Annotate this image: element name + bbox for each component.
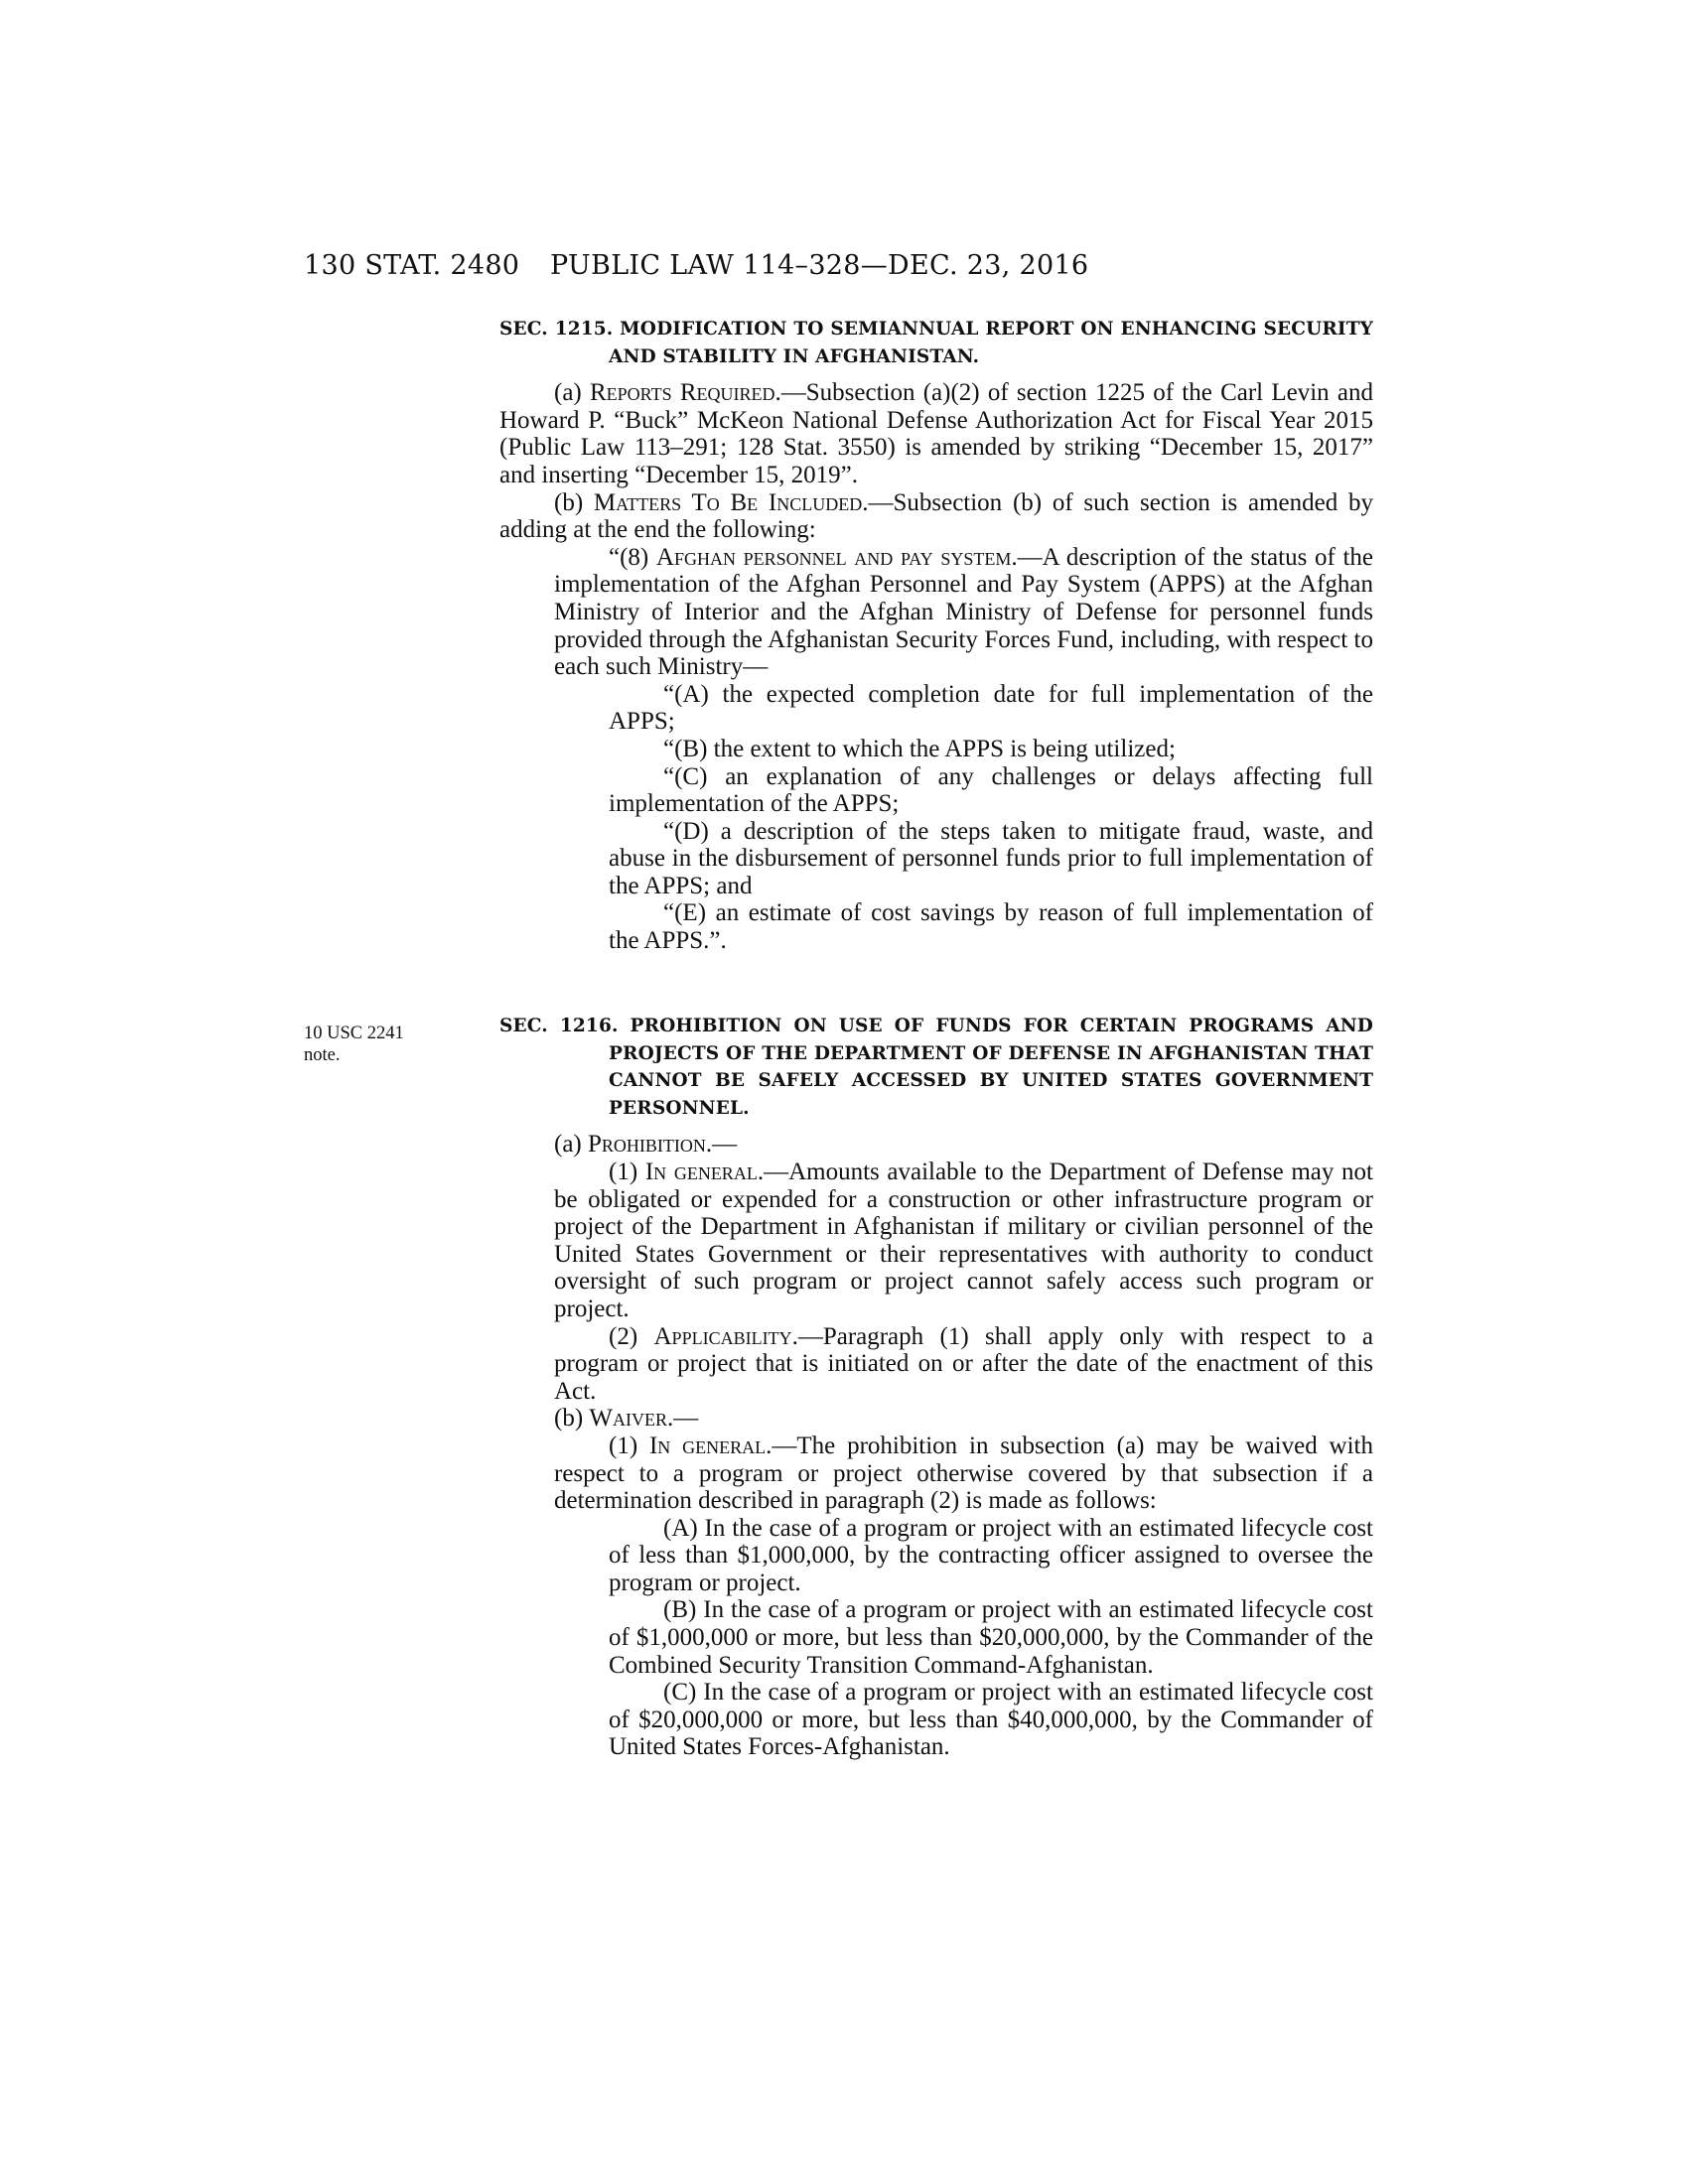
subsection-caption: Matters To Be Included	[593, 488, 863, 516]
section-1216	[499, 1013, 1373, 1761]
section-1215-item-b: “(B) the extent to which the APPS is being utilized;	[663, 735, 1176, 762]
paragraph-caption: Applicability	[653, 1322, 792, 1350]
section-1216-item-a: (A) In the case of a program or project with an estimated lifecycle cost of less than $1,000,000, by the contracting officer assigned to oversee the program or project.	[609, 1514, 1373, 1596]
paragraph-caption: In general	[648, 1432, 767, 1459]
section-1216-b-paragraph-1: (1) In general.—The prohibition in subsection (a) may be waived with respect to a program or project otherwise covered by that subsection if a determination described in paragraph (2) is made as follows:	[554, 1432, 1373, 1515]
margin-note	[304, 1023, 404, 1066]
section-1215-item-e: “(E) an estimate of cost savings by reason of full implementation of the APPS.”.	[609, 899, 1373, 955]
section-1215-heading: SEC. 1215. MODIFICATION TO SEMIANNUAL REPORT ON ENHANCING SECURITY AND STABILITY IN AFGHANISTAN.	[499, 319, 1373, 367]
section-1216-a-paragraph-2: (2) Applicability.—Paragraph (1) shall apply only with respect to a program or project that is initiated on or after the date of the enactment of this Act.	[554, 1322, 1373, 1405]
section-1216-subsection-a: (a) Prohibition.—	[554, 1131, 738, 1159]
subsection-caption: Prohibition	[588, 1131, 706, 1159]
section-1215-item-d: “(D) a description of the steps taken to mitigate fraud, waste, and abuse in the disbursement of personnel funds prior to full implementation of the APPS; and	[609, 817, 1373, 899]
page-header	[304, 250, 1227, 286]
section-1216-a-paragraph-1: (1) In general.—Amounts available to the Department of Defense may not be obligated or expended for a construction or other infrastructure program or project of the Department in Afghanistan if military or civilian personnel of the United States Government or their representatives with authority to conduct oversight of such program or project cannot safely access such program or project.	[554, 1158, 1374, 1322]
section-1216-heading: SEC. 1216. PROHIBITION ON USE OF FUNDS FOR CERTAIN PROGRAMS AND PROJECTS OF THE DEPARTMENT OF DEFENSE IN AFGHANISTAN THAT CANNOT BE SAFELY ACCESSED BY UNITED STATES GOVERNMENT PERSONNEL.	[499, 1016, 1373, 1119]
margin-note-suffix: note.	[304, 1045, 341, 1065]
section-1215-item-c: “(C) an explanation of any challenges or delays affecting full implementation of the APPS;	[609, 762, 1373, 818]
section-1215	[499, 316, 1373, 955]
section-1216-item-b: (B) In the case of a program or project with an estimated lifecycle cost of $1,000,000 or more, but less than $20,000,000, by the Commander of the Combined Security Transition Command-Afghanistan.	[609, 1596, 1373, 1679]
statute-page-number: 130 STAT. 2480	[304, 250, 520, 281]
section-1216-item-c: (C) In the case of a program or project with an estimated lifecycle cost of $20,000,000 or more, but less than $40,000,000, by the Commander of United States Forces-Afghanistan.	[609, 1679, 1373, 1761]
section-1215-subsection-b: (b) Matters To Be Included.—Subsection (b) of such section is amended by adding at the end the following:	[499, 488, 1373, 544]
section-1215-subsection-a: (a) Reports Required.—Subsection (a)(2) of section 1225 of the Carl Levin and Howard P. “Buck” McKeon National Defense Authorization Act for Fiscal Year 2015 (Public Law 113–291; 128 Stat. 3550) is amended by striking “December 15, 2017” and inserting “December 15, 2019”.	[499, 379, 1373, 488]
subsection-caption: Reports Required	[590, 379, 775, 407]
section-1215-paragraph-8: “(8) Afghan personnel and pay system.—A description of the status of the implementation of the Afghan Personnel and Pay System (APPS) at the Afghan Ministry of Interior and the Afghan Ministry of Defense for personnel funds provided through the Afghanistan Security Forces Fund, including, with respect to each such Ministry—	[554, 543, 1373, 681]
paragraph-caption: Afghan personnel and pay system	[655, 543, 1012, 571]
subsection-caption: Waiver	[589, 1405, 667, 1433]
section-1215-item-a: “(A) the expected completion date for full implementation of the APPS;	[609, 680, 1373, 736]
paragraph-caption: In general	[644, 1158, 758, 1185]
margin-note-citation: 10 USC 2241	[304, 1024, 404, 1043]
public-law-title: PUBLIC LAW 114–328—DEC. 23, 2016	[550, 250, 1089, 281]
section-1216-subsection-b: (b) Waiver.—	[554, 1405, 699, 1433]
